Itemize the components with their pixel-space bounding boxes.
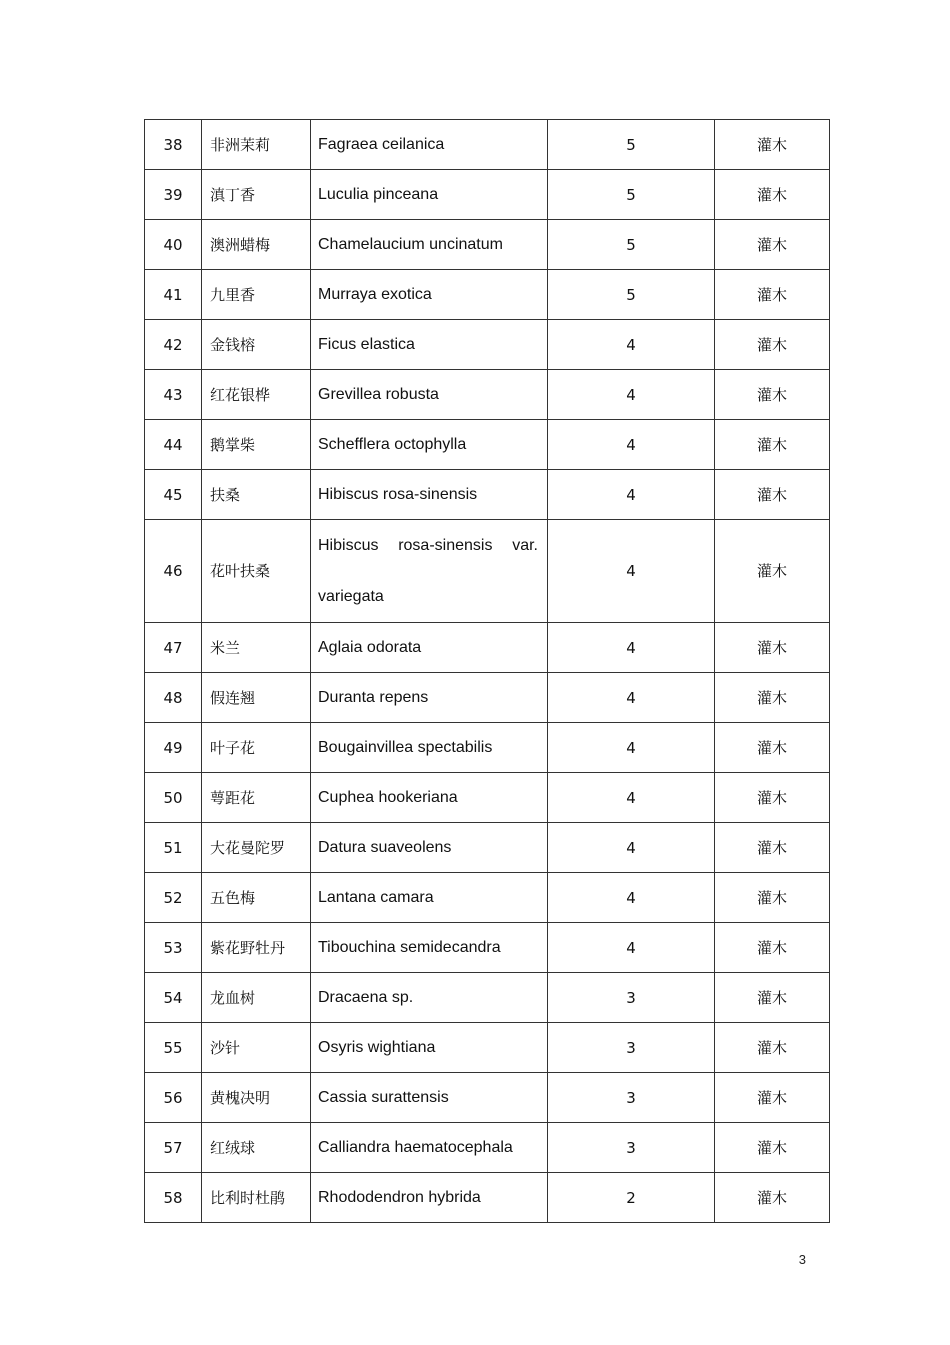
table-row <box>145 973 830 1023</box>
plant-type-cell: 灌木 <box>715 170 830 220</box>
row-number-cell: 52 <box>145 873 202 923</box>
plant-type-cell: 灌木 <box>715 1173 830 1223</box>
latin-name-cell: Duranta repens <box>311 673 548 723</box>
table-row <box>145 1073 830 1123</box>
table-row <box>145 370 830 420</box>
plant-table-body <box>145 120 830 1223</box>
latin-name-cell: Rhododendron hybrida <box>311 1173 548 1223</box>
chinese-name-cell: 萼距花 <box>202 773 311 823</box>
latin-name-cell: Tibouchina semidecandra <box>311 923 548 973</box>
latin-name-cell: Ficus elastica <box>311 320 548 370</box>
latin-name-cell: Datura suaveolens <box>311 823 548 873</box>
row-number-cell: 56 <box>145 1073 202 1123</box>
latin-name-cell: Calliandra haematocephala <box>311 1123 548 1173</box>
plant-type-cell: 灌木 <box>715 370 830 420</box>
chinese-name-cell: 紫花野牡丹 <box>202 923 311 973</box>
plant-type-cell: 灌木 <box>715 1073 830 1123</box>
table-row <box>145 623 830 673</box>
score-cell: 4 <box>548 723 715 773</box>
table-row <box>145 1173 830 1223</box>
table-row <box>145 1123 830 1173</box>
table-row <box>145 923 830 973</box>
row-number-cell: 44 <box>145 420 202 470</box>
score-cell: 5 <box>548 170 715 220</box>
table-row <box>145 270 830 320</box>
chinese-name-cell: 花叶扶桑 <box>202 520 311 623</box>
chinese-name-cell: 叶子花 <box>202 723 311 773</box>
row-number-cell: 38 <box>145 120 202 170</box>
chinese-name-cell: 红绒球 <box>202 1123 311 1173</box>
row-number-cell: 53 <box>145 923 202 973</box>
latin-name-cell: Osyris wightiana <box>311 1023 548 1073</box>
table-row <box>145 1023 830 1073</box>
score-cell: 4 <box>548 470 715 520</box>
latin-name-cell: Cuphea hookeriana <box>311 773 548 823</box>
score-cell: 5 <box>548 270 715 320</box>
latin-name-cell: Hibiscus rosa-sinensis <box>311 470 548 520</box>
chinese-name-cell: 非洲茉莉 <box>202 120 311 170</box>
latin-name-cell: Lantana camara <box>311 873 548 923</box>
chinese-name-cell: 假连翘 <box>202 673 311 723</box>
latin-name-cell: Bougainvillea spectabilis <box>311 723 548 773</box>
latin-name-cell: Dracaena sp. <box>311 973 548 1023</box>
score-cell: 3 <box>548 1123 715 1173</box>
row-number-cell: 43 <box>145 370 202 420</box>
latin-name-cell: Murraya exotica <box>311 270 548 320</box>
plant-type-cell: 灌木 <box>715 923 830 973</box>
score-cell: 4 <box>548 923 715 973</box>
score-cell: 5 <box>548 220 715 270</box>
plant-type-cell: 灌木 <box>715 773 830 823</box>
row-number-cell: 51 <box>145 823 202 873</box>
row-number-cell: 42 <box>145 320 202 370</box>
latin-name-cell: Luculia pinceana <box>311 170 548 220</box>
row-number-cell: 57 <box>145 1123 202 1173</box>
row-number-cell: 48 <box>145 673 202 723</box>
chinese-name-cell: 红花银桦 <box>202 370 311 420</box>
plant-type-cell: 灌木 <box>715 973 830 1023</box>
chinese-name-cell: 滇丁香 <box>202 170 311 220</box>
table-row <box>145 520 830 623</box>
table-row <box>145 723 830 773</box>
score-cell: 4 <box>548 673 715 723</box>
plant-type-cell: 灌木 <box>715 420 830 470</box>
chinese-name-cell: 黄槐决明 <box>202 1073 311 1123</box>
score-cell: 4 <box>548 873 715 923</box>
score-cell: 4 <box>548 420 715 470</box>
latin-name-cell: Schefflera octophylla <box>311 420 548 470</box>
table-row <box>145 470 830 520</box>
plant-type-cell: 灌木 <box>715 120 830 170</box>
latin-name-cell: Aglaia odorata <box>311 623 548 673</box>
chinese-name-cell: 五色梅 <box>202 873 311 923</box>
plant-type-cell: 灌木 <box>715 320 830 370</box>
row-number-cell: 39 <box>145 170 202 220</box>
plant-table <box>144 119 830 1223</box>
chinese-name-cell: 扶桑 <box>202 470 311 520</box>
table-row <box>145 220 830 270</box>
score-cell: 2 <box>548 1173 715 1223</box>
chinese-name-cell: 鹅掌柴 <box>202 420 311 470</box>
chinese-name-cell: 米兰 <box>202 623 311 673</box>
table-row <box>145 873 830 923</box>
plant-type-cell: 灌木 <box>715 623 830 673</box>
score-cell: 3 <box>548 1023 715 1073</box>
chinese-name-cell: 比利时杜鹃 <box>202 1173 311 1223</box>
row-number-cell: 45 <box>145 470 202 520</box>
score-cell: 5 <box>548 120 715 170</box>
row-number-cell: 54 <box>145 973 202 1023</box>
latin-name-cell: Cassia surattensis <box>311 1073 548 1123</box>
table-row <box>145 673 830 723</box>
plant-type-cell: 灌木 <box>715 1123 830 1173</box>
latin-name-cell: Chamelaucium uncinatum <box>311 220 548 270</box>
score-cell: 4 <box>548 520 715 623</box>
row-number-cell: 47 <box>145 623 202 673</box>
table-row <box>145 120 830 170</box>
score-cell: 4 <box>548 320 715 370</box>
chinese-name-cell: 金钱榕 <box>202 320 311 370</box>
chinese-name-cell: 沙针 <box>202 1023 311 1073</box>
score-cell: 4 <box>548 370 715 420</box>
row-number-cell: 58 <box>145 1173 202 1223</box>
plant-type-cell: 灌木 <box>715 873 830 923</box>
row-number-cell: 50 <box>145 773 202 823</box>
plant-type-cell: 灌木 <box>715 220 830 270</box>
score-cell: 3 <box>548 973 715 1023</box>
score-cell: 3 <box>548 1073 715 1123</box>
plant-type-cell: 灌木 <box>715 270 830 320</box>
score-cell: 4 <box>548 773 715 823</box>
plant-type-cell: 灌木 <box>715 723 830 773</box>
latin-name-cell: Grevillea robusta <box>311 370 548 420</box>
table-row <box>145 823 830 873</box>
chinese-name-cell: 龙血树 <box>202 973 311 1023</box>
chinese-name-cell: 大花曼陀罗 <box>202 823 311 873</box>
row-number-cell: 40 <box>145 220 202 270</box>
table-row <box>145 773 830 823</box>
page-number: 3 <box>798 1252 806 1267</box>
latin-name-cell: Fagraea ceilanica <box>311 120 548 170</box>
row-number-cell: 55 <box>145 1023 202 1073</box>
row-number-cell: 41 <box>145 270 202 320</box>
row-number-cell: 46 <box>145 520 202 623</box>
table-row <box>145 320 830 370</box>
chinese-name-cell: 澳洲蜡梅 <box>202 220 311 270</box>
plant-type-cell: 灌木 <box>715 673 830 723</box>
row-number-cell: 49 <box>145 723 202 773</box>
table-row <box>145 170 830 220</box>
score-cell: 4 <box>548 823 715 873</box>
score-cell: 4 <box>548 623 715 673</box>
plant-type-cell: 灌木 <box>715 520 830 623</box>
plant-type-cell: 灌木 <box>715 823 830 873</box>
plant-type-cell: 灌木 <box>715 470 830 520</box>
plant-type-cell: 灌木 <box>715 1023 830 1073</box>
chinese-name-cell: 九里香 <box>202 270 311 320</box>
latin-name-cell: Hibiscus rosa-sinensis var. variegata <box>311 520 548 623</box>
table-row <box>145 420 830 470</box>
